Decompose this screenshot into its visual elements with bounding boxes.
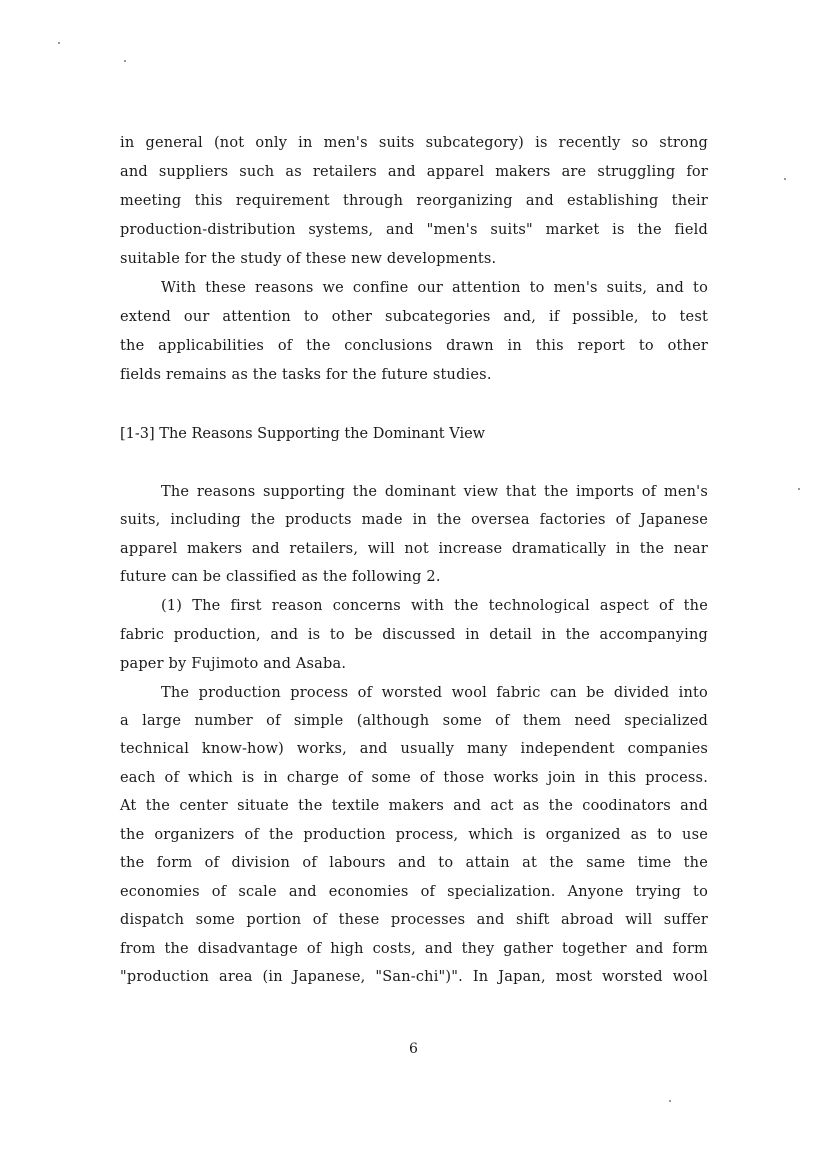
text-line: future can be classified as the following 2.: [120, 569, 441, 585]
text-line: fabric production, and is to be discussed in detail in the accompanying: [120, 627, 708, 643]
text-line: and suppliers such as retailers and apparel makers are struggling for: [120, 164, 708, 180]
text-line: With these reasons we confine our attention to men's suits, and to: [161, 280, 708, 296]
text-line: the applicabilities of the conclusions drawn in this report to other: [120, 338, 708, 354]
text-line: suitable for the study of these new developments.: [120, 251, 497, 267]
text-line: The reasons supporting the dominant view that the imports of men's: [161, 484, 708, 500]
text-line: At the center situate the textile makers and act as the coodinators and: [120, 798, 708, 814]
text-line: from the disadvantage of high costs, and they gather together and form: [120, 941, 708, 957]
text-line: each of which is in charge of some of those works join in this process.: [120, 770, 708, 786]
text-line: the form of division of labours and to attain at the same time the: [120, 855, 708, 871]
text-line: meeting this requirement through reorganizing and establishing their: [120, 193, 708, 209]
page-number: 6: [409, 1041, 418, 1057]
text-line: "production area (in Japanese, "San-chi")". In Japan, most worsted wool: [120, 969, 708, 985]
scan-speck: [124, 60, 126, 62]
text-line: apparel makers and retailers, will not increase dramatically in the near: [120, 541, 708, 557]
text-line: production-distribution systems, and "men's suits" market is the field: [120, 222, 708, 238]
text-line: a large number of simple (although some of them need specialized: [120, 713, 708, 729]
scan-speck: [784, 178, 786, 180]
scan-speck: [58, 42, 60, 44]
section-heading: [1-3] The Reasons Supporting the Dominant View: [120, 426, 486, 442]
text-line: dispatch some portion of these processes and shift abroad will suffer: [120, 912, 708, 928]
scan-speck: [798, 488, 800, 490]
text-line: (1) The first reason concerns with the technological aspect of the: [161, 598, 708, 614]
text-line: economies of scale and economies of specialization. Anyone trying to: [120, 884, 708, 900]
text-line: suits, including the products made in the oversea factories of Japanese: [120, 512, 708, 528]
text-line: fields remains as the tasks for the future studies.: [120, 367, 492, 383]
text-line: extend our attention to other subcategories and, if possible, to test: [120, 309, 708, 325]
scan-speck: [669, 1100, 671, 1102]
text-line: The production process of worsted wool fabric can be divided into: [161, 685, 708, 701]
text-line: in general (not only in men's suits subcategory) is recently so strong: [120, 135, 708, 151]
text-line: technical know-how) works, and usually many independent companies: [120, 741, 708, 757]
text-line: paper by Fujimoto and Asaba.: [120, 656, 347, 672]
text-line: the organizers of the production process, which is organized as to use: [120, 827, 708, 843]
